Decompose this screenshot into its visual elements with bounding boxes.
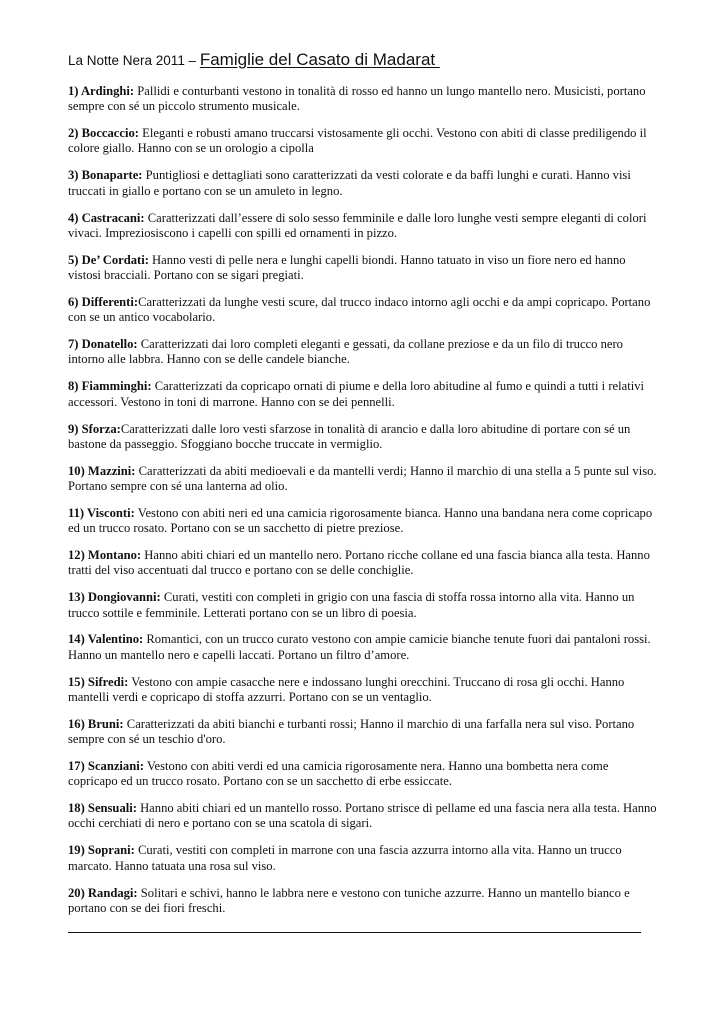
list-item bbox=[68, 168, 660, 199]
family-list bbox=[68, 84, 660, 928]
entry-text: Caratterizzati da abiti medioevali e da mantelli verdi; Hanno il marchio di una stella a 5 punte sul viso. Portano sempre con sé una lanterna ad olio. bbox=[68, 463, 657, 493]
list-item bbox=[68, 886, 660, 917]
list-item bbox=[68, 590, 660, 621]
entry-heading: 18) Sensuali: bbox=[68, 801, 137, 816]
list-item bbox=[68, 717, 660, 748]
entry-heading: 1) Ardinghi: bbox=[68, 84, 135, 98]
list-item bbox=[68, 675, 660, 706]
entry-text: Vestono con ampie casacche nere e indossano lunghi orecchini. Truccano di rosa gli occhi. Hanno mantelli verdi e copricapo di stoffa azzurri. Portano con se un ventaglio. bbox=[68, 674, 625, 704]
entry-heading: 5) De’ Cordati: bbox=[68, 252, 149, 267]
entry-heading: 10) Mazzini: bbox=[68, 463, 136, 478]
list-item bbox=[68, 337, 660, 368]
list-item bbox=[68, 295, 660, 326]
entry-text: Caratterizzati dai loro completi eleganti e gessati, da collane preziose e da un filo di trucco nero intorno alle labbra. Hanno con se delle candele bianche. bbox=[68, 337, 623, 367]
list-item bbox=[68, 506, 660, 537]
entry-text: Curati, vestiti con completi in marrone con una fascia azzurra intorno alla vita. Hanno un trucco marcato. Hanno tatuata una rosa sul viso. bbox=[68, 843, 622, 873]
entry-heading: 14) Valentino: bbox=[68, 632, 144, 647]
list-item bbox=[68, 84, 660, 115]
entry-heading: 15) Sifredi: bbox=[68, 674, 129, 689]
header-prefix: La Notte Nera 2011 – bbox=[68, 53, 200, 68]
list-item bbox=[68, 548, 660, 579]
list-item bbox=[68, 422, 660, 453]
entry-heading: 12) Montano: bbox=[68, 548, 142, 563]
entry-heading: 19) Soprani: bbox=[68, 843, 135, 858]
entry-text: Puntigliosi e dettagliati sono caratterizzati da vesti colorate e da baffi lunghi e curati. Hanno visi truccati in giallo e portano con se un amuleto in legno. bbox=[68, 168, 631, 198]
entry-heading: 13) Dongiovanni: bbox=[68, 590, 161, 605]
entry-text: Romantici, con un trucco curato vestono con ampie camicie bianche tenute fuori dai pantaloni rossi. Hanno un mantello nero e capelli laccati. Portano un filtro d’amore. bbox=[68, 632, 651, 662]
entry-heading: 8) Fiamminghi: bbox=[68, 379, 152, 394]
entry-heading: 2) Boccaccio: bbox=[68, 126, 139, 141]
entry-heading: 9) Sforza: bbox=[68, 421, 121, 436]
entry-text: Curati, vestiti con completi in grigio con una fascia di stoffa rossa intorno alla vita. Hanno un trucco sottile e femminile. Letterati portano con se un libro di poesia. bbox=[68, 590, 635, 620]
entry-text: Pallidi e conturbanti vestono in tonalità di rosso ed hanno un lungo mantello nero. Musicisti, portano sempre con sé un piccolo strumento musicale. bbox=[68, 84, 646, 114]
entry-heading: 17) Scanziani: bbox=[68, 759, 144, 773]
list-item bbox=[68, 379, 660, 410]
entry-text: Caratterizzati da copricapo ornati di piume e della loro abitudine al fumo e quindi a tutti i relativi accessori. Vestono in toni di marrone. Hanno con se dei pennelli. bbox=[68, 379, 644, 409]
list-item bbox=[68, 632, 660, 663]
entry-text: Solitari e schivi, hanno le labbra nere e vestono con tuniche azzurre. Hanno un mantello bianco e portano con se dei fiori freschi. bbox=[68, 885, 630, 915]
entry-text: Caratterizzati dall’essere di solo sesso femminile e dalle loro lunghe vesti sempre eleganti di colori vivaci. Impreziosiscono i capelli con spilli ed ornamenti in pizzo. bbox=[68, 210, 647, 240]
entry-text: Hanno abiti chiari ed un mantello rosso. Portano strisce di pellame ed una fascia nera alla testa. Hanno occhi cerchiati di nero e portano con se una scatola di sigari. bbox=[68, 801, 657, 831]
bottom-divider bbox=[68, 932, 641, 933]
entry-heading: 16) Bruni: bbox=[68, 716, 124, 731]
entry-heading: 4) Castracani: bbox=[68, 210, 145, 225]
list-item bbox=[68, 253, 660, 284]
list-item bbox=[68, 211, 660, 242]
entry-text: Vestono con abiti verdi ed una camicia rigorosamente nera. Hanno una bombetta nera come copricapo ed un trucco rosato. Portano con se un sacchetto di erbe essiccate. bbox=[68, 759, 609, 789]
entry-text: Caratterizzati da lunghe vesti scure, dal trucco indaco intorno agli occhi e da ampi copricapo. Portano con se un antico vocabolario. bbox=[68, 294, 651, 325]
list-item bbox=[68, 843, 660, 874]
entry-text: Caratterizzati dalle loro vesti sfarzose in tonalità di arancio e dalla loro abitudine di portare con sé un bastone da passeggio. Sfoggiano bocche truccate in vermiglio. bbox=[68, 421, 631, 451]
entry-heading: 6) Differenti: bbox=[68, 294, 139, 309]
entry-heading: 20) Randagi: bbox=[68, 885, 138, 900]
entry-text: Hanno vesti di pelle nera e lunghi capelli biondi. Hanno tatuato in viso un fiore nero ed hanno vistosi bracciali. Portano con se sigari pregiati. bbox=[68, 252, 626, 283]
entry-text: Vestono con abiti neri ed una camicia rigorosamente bianca. Hanno una bandana nera come copricapo ed un trucco rosato. Portano con se un sacchetto di pietre preziose. bbox=[68, 505, 653, 536]
entry-heading: 7) Donatello: bbox=[68, 337, 138, 352]
list-item bbox=[68, 801, 660, 832]
entry-heading: 3) Bonaparte: bbox=[68, 168, 143, 183]
list-item bbox=[68, 464, 660, 495]
list-item bbox=[68, 759, 660, 790]
entry-text: Caratterizzati da abiti bianchi e turbanti rossi; Hanno il marchio di una farfalla nera sul viso. Portano sempre con sé un teschio d'oro. bbox=[68, 716, 635, 747]
entry-text: Eleganti e robusti amano truccarsi vistosamente gli occhi. Vestono con abiti di classe prediligendo il colore giallo. Hanno con se un orologio a cipolla bbox=[68, 126, 647, 156]
list-item bbox=[68, 126, 660, 157]
entry-heading: 11) Visconti: bbox=[68, 505, 135, 520]
entry-text: Hanno abiti chiari ed un mantello nero. Portano ricche collane ed una fascia bianca alla testa. Hanno tratti del viso accentuati dal trucco e portano con se delle conchiglie. bbox=[68, 548, 650, 578]
page-title: Famiglie del Casato di Madarat bbox=[199, 50, 440, 69]
page-header bbox=[68, 50, 440, 70]
